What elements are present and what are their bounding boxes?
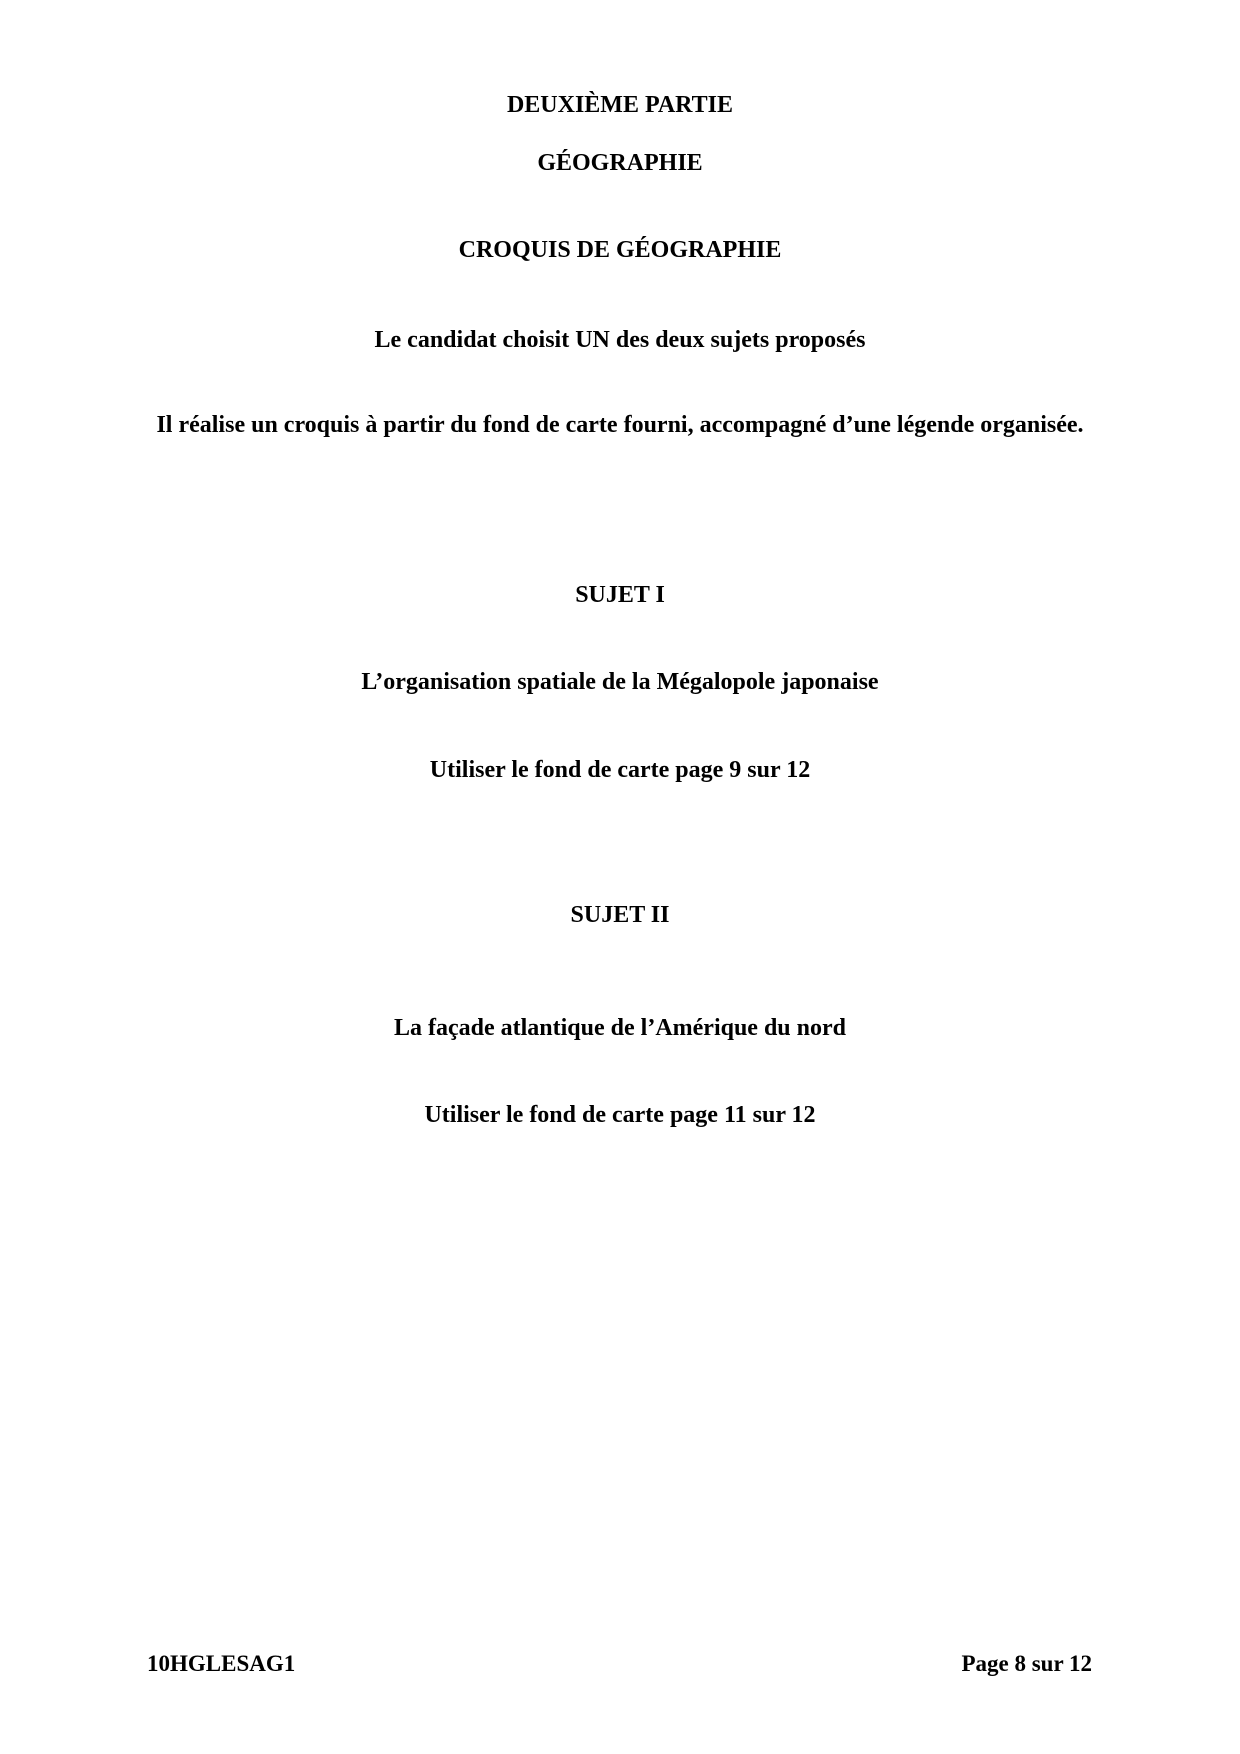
sujet1-heading: SUJET I — [575, 582, 665, 608]
instruction-croquis: Il réalise un croquis à partir du fond de carte fourni, accompagné d’une légende organisée. — [156, 412, 1084, 438]
subject-area-title: GÉOGRAPHIE — [537, 150, 703, 176]
sujet2-map-instruction: Utiliser le fond de carte page 11 sur 12 — [424, 1102, 816, 1128]
instruction-choice: Le candidat choisit UN des deux sujets proposés — [374, 327, 866, 353]
footer-reference-code: 10HGLESAG1 — [147, 1651, 296, 1676]
part-title: DEUXIÈME PARTIE — [506, 92, 734, 118]
sujet2-heading: SUJET II — [570, 902, 670, 928]
section-title: CROQUIS DE GÉOGRAPHIE — [458, 237, 782, 263]
sujet1-map-instruction: Utiliser le fond de carte page 9 sur 12 — [429, 757, 811, 783]
sujet1-title: L’organisation spatiale de la Mégalopole japonaise — [361, 669, 879, 695]
footer-page-number: Page 8 sur 12 — [961, 1651, 1092, 1676]
sujet2-title: La façade atlantique de l’Amérique du nord — [393, 1015, 846, 1041]
